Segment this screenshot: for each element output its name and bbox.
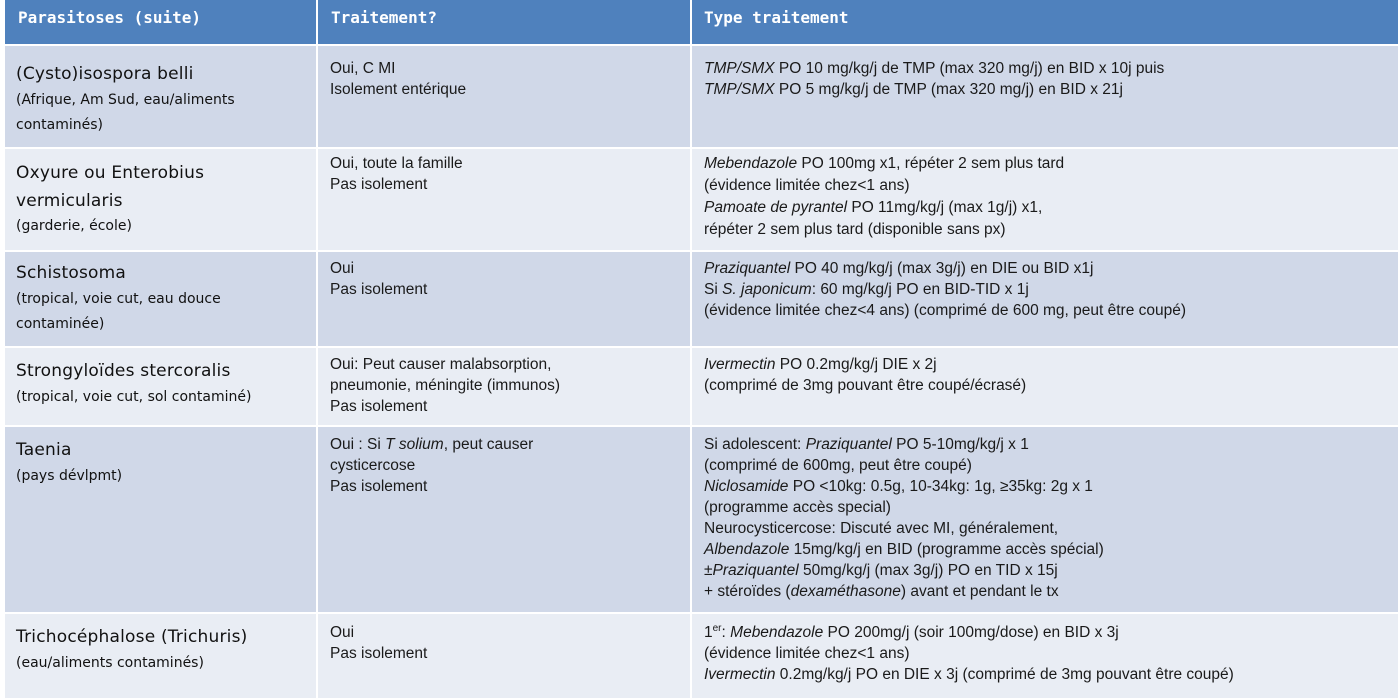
drug-name: T solium [385, 436, 444, 453]
traitement-line: Oui, C MI [330, 60, 396, 77]
parasitoses-table [5, 0, 1398, 698]
type-line: (évidence limitée chez<1 ans) [704, 645, 910, 662]
type-line: (évidence limitée chez<1 ans) [704, 177, 910, 194]
parasite-name: Trichocéphalose (Trichuris) [16, 627, 248, 647]
prefix-text: Si [704, 281, 723, 298]
parasite-context: (pays dévlpmt) [16, 468, 123, 484]
suffix-text: , peut causer [443, 436, 534, 453]
drug-name: TMP/SMX [704, 60, 775, 77]
prefix-text: Si adolescent: [704, 436, 806, 453]
type-traitement-cell [692, 149, 1398, 250]
traitement-line: Oui: Peut causer malabsorption, [330, 356, 552, 373]
type-traitement-cell [692, 252, 1398, 346]
parasite-name: (Cysto)isospora belli [16, 64, 194, 84]
traitement-line: Pas isolement [330, 478, 428, 495]
prefix-text: 1 [704, 624, 713, 641]
type-line [704, 79, 1398, 100]
parasite-context: (Afrique, Am Sud, eau/aliments [16, 92, 235, 108]
type-line [704, 581, 1398, 602]
drug-name: Mebendazole [704, 155, 798, 172]
type-line [704, 434, 1398, 455]
traitement-cell [318, 348, 692, 425]
dosage-text: PO 200mg/j (soir 100mg/dose) en BID x 3j [823, 624, 1119, 641]
prefix-text: + stéroïdes ( [704, 583, 791, 600]
type-line: (comprimé de 3mg pouvant être coupé/écrasé) [704, 377, 1027, 394]
parasite-name: Strongyloïdes stercoralis [16, 361, 231, 381]
table-row [5, 348, 1398, 427]
dosage-text: 15mg/kg/j en BID (programme accès spécial) [789, 541, 1104, 558]
type-line [704, 197, 1398, 219]
type-line [704, 354, 1398, 375]
table-row [5, 149, 1398, 252]
type-line: (programme accès special) [704, 499, 891, 516]
parasite-context: contaminés) [16, 117, 103, 133]
dosage-text: PO 40 mg/kg/j (max 3g/j) en DIE ou BID x1j [790, 260, 1094, 277]
header-type-traitement: Type traitement [704, 8, 849, 27]
parasite-context: (garderie, école) [16, 218, 132, 234]
traitement-line: Oui [330, 260, 355, 277]
traitement-cell [318, 252, 692, 346]
table-row [5, 46, 1398, 149]
drug-name: Albendazole [704, 541, 790, 558]
type-line: (comprimé de 600mg, peut être coupé) [704, 457, 972, 474]
table-header-row [5, 0, 1398, 46]
traitement-line: cysticercose [330, 457, 416, 474]
type-line: (évidence limitée chez<4 ans) (comprimé de 600 mg, peut être coupé) [704, 302, 1187, 319]
header-traitement: Traitement? [318, 0, 692, 44]
traitement-cell [318, 427, 692, 612]
drug-name: TMP/SMX [704, 81, 775, 98]
parasite-name: Oxyure ou Enterobius [16, 163, 205, 183]
parasite-cell [5, 614, 318, 698]
drug-name: Praziquantel [805, 436, 892, 453]
parasite-context: (tropical, voie cut, sol contaminé) [16, 389, 252, 405]
parasite-context: (eau/aliments contaminés) [16, 655, 204, 671]
prefix-text: : [721, 624, 731, 641]
dosage-text: PO 100mg x1, répéter 2 sem plus tard [797, 155, 1065, 172]
drug-name: dexaméthasone [790, 583, 901, 600]
type-line [704, 58, 1398, 79]
dosage-text: 0.2mg/kg/j PO en DIE x 3j (comprimé de 3mg pouvant être coupé) [775, 666, 1234, 683]
parasite-cell [5, 427, 318, 612]
traitement-line: Oui [330, 624, 355, 641]
table-row [5, 252, 1398, 348]
dosage-text: PO 10 mg/kg/j de TMP (max 320 mg/j) en BID x 10j puis [774, 60, 1165, 77]
type-line [704, 279, 1398, 300]
traitement-line: Pas isolement [330, 398, 428, 415]
dosage-text: : 60 mg/kg/j PO en BID-TID x 1j [811, 281, 1029, 298]
traitement-line: Isolement entérique [330, 81, 467, 98]
type-traitement-cell [692, 614, 1398, 698]
type-traitement-cell [692, 427, 1398, 612]
drug-name: Mebendazole [730, 624, 824, 641]
drug-name: Niclosamide [704, 478, 789, 495]
parasite-context: (tropical, voie cut, eau douce [16, 291, 221, 307]
type-line [704, 153, 1398, 175]
type-traitement-cell [692, 348, 1398, 425]
parasite-name: Taenia [16, 440, 72, 460]
traitement-cell [318, 614, 692, 698]
parasite-name: Schistosoma [16, 263, 126, 283]
traitement-line: Pas isolement [330, 645, 428, 662]
type-line: Neurocysticercose: Discuté avec MI, généralement, [704, 520, 1059, 537]
parasite-cell [5, 252, 318, 346]
dosage-text: PO 5-10mg/kg/j x 1 [891, 436, 1029, 453]
traitement-line: pneumonie, méningite (immunos) [330, 377, 561, 394]
type-line [704, 664, 1398, 685]
drug-name: Pamoate de pyrantel [704, 199, 848, 216]
drug-name: S. japonicum [722, 281, 812, 298]
dosage-text: 50mg/kg/j (max 3g/j) PO en TID x 15j [798, 562, 1058, 579]
type-traitement-cell [692, 46, 1398, 147]
dosage-text: PO 0.2mg/kg/j DIE x 2j [775, 356, 937, 373]
prefix-text: Oui : Si [330, 436, 386, 453]
drug-name: Praziquantel [712, 562, 799, 579]
type-line [704, 622, 1398, 643]
type-line [704, 560, 1398, 581]
parasite-cell [5, 149, 318, 250]
parasite-cell [5, 46, 318, 147]
traitement-line: Pas isolement [330, 176, 428, 193]
traitement-line [330, 434, 690, 455]
table-row [5, 427, 1398, 614]
table-row [5, 614, 1398, 698]
traitement-line: Pas isolement [330, 281, 428, 298]
dosage-text: PO 5 mg/kg/j de TMP (max 320 mg/j) en BID x 21j [774, 81, 1123, 98]
dosage-text: ) avant et pendant le tx [900, 583, 1059, 600]
type-line [704, 539, 1398, 560]
prefix-text: ± [704, 562, 713, 579]
drug-name: Ivermectin [704, 666, 776, 683]
parasite-context: contaminée) [16, 316, 105, 332]
drug-name: Ivermectin [704, 356, 776, 373]
type-line [704, 258, 1398, 279]
dosage-text: PO 11mg/kg/j (max 1g/j) x1, [847, 199, 1043, 216]
traitement-cell [318, 149, 692, 250]
superscript-text: er [712, 622, 722, 634]
drug-name: Praziquantel [704, 260, 791, 277]
traitement-line: Oui, toute la famille [330, 155, 463, 172]
header-parasitoses: Parasitoses (suite) [5, 0, 318, 44]
type-line [704, 476, 1398, 497]
dosage-text: PO <10kg: 0.5g, 10-34kg: 1g, ≥35kg: 2g x 1 [788, 478, 1093, 495]
parasite-name: vermicularis [16, 191, 123, 211]
type-line: répéter 2 sem plus tard (disponible sans px) [704, 221, 1006, 238]
traitement-cell [318, 46, 692, 147]
parasite-cell [5, 348, 318, 425]
